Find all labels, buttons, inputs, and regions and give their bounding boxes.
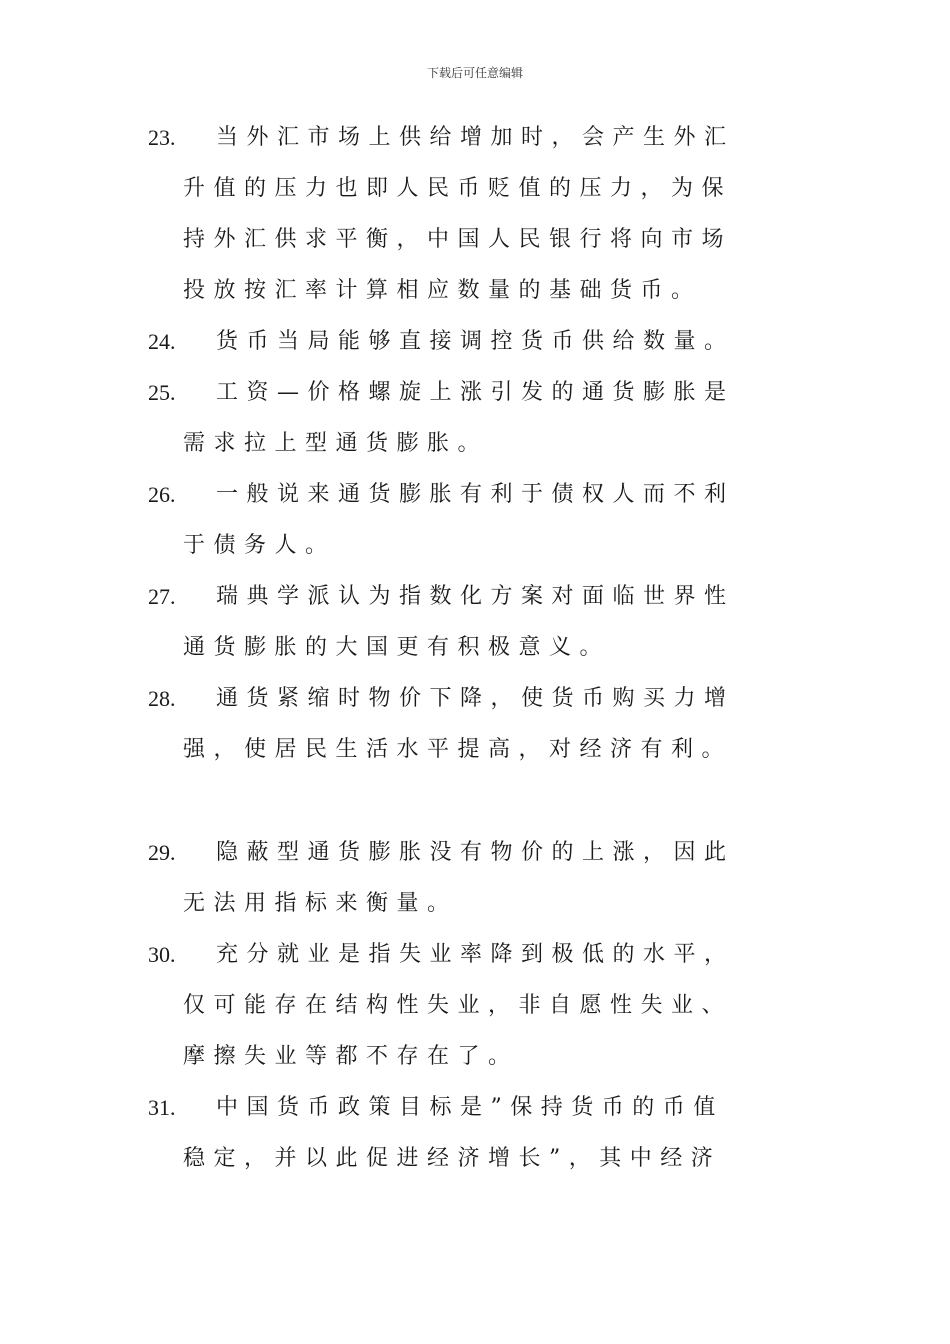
question-number: 27. <box>148 584 176 609</box>
question-item-26 <box>0 469 950 571</box>
question-line <box>0 673 950 724</box>
question-text: 通货膨胀的大国更有积极意义。 <box>183 635 611 660</box>
question-number: 26. <box>148 482 176 507</box>
question-item-23 <box>0 112 950 316</box>
question-line <box>0 163 950 214</box>
question-line <box>0 418 950 469</box>
question-line <box>0 724 950 775</box>
question-text: 当外汇市场上供给增加时，会产生外汇 <box>216 125 735 150</box>
question-list <box>0 112 950 1184</box>
question-text: 稳定，并以此促进经济增长”，其中经济 <box>183 1146 722 1171</box>
question-item-24 <box>0 316 950 367</box>
question-text: 工资—价格螺旋上涨引发的通货膨胀是 <box>216 380 735 405</box>
question-item-25 <box>0 367 950 469</box>
question-text: 货币当局能够直接调控货币供给数量。 <box>216 329 735 354</box>
page-header: 下载后可任意编辑 <box>426 66 523 80</box>
question-text: 一般说来通货膨胀有利于债权人而不利 <box>216 482 735 507</box>
question-text: 强，使居民生活水平提高，对经济有利。 <box>183 737 733 762</box>
question-text: 摩擦失业等都不存在了。 <box>183 1044 519 1069</box>
question-text: 于债务人。 <box>183 533 336 558</box>
question-item-27 <box>0 571 950 673</box>
question-line <box>0 827 950 878</box>
question-line <box>0 316 950 367</box>
question-number: 29. <box>148 840 176 865</box>
question-text: 投放按汇率计算相应数量的基础货币。 <box>183 278 702 303</box>
question-line <box>0 265 950 316</box>
question-line <box>0 469 950 520</box>
question-item-28 <box>0 673 950 775</box>
question-text: 持外汇供求平衡，中国人民银行将向市场 <box>183 227 733 252</box>
question-number: 31. <box>148 1095 176 1120</box>
question-line <box>0 367 950 418</box>
question-line <box>0 1133 950 1184</box>
question-item-31 <box>0 1082 950 1184</box>
question-line <box>0 929 950 980</box>
question-line <box>0 214 950 265</box>
question-text: 通货紧缩时物价下降，使货币购买力增 <box>216 686 735 711</box>
question-line <box>0 980 950 1031</box>
question-line <box>0 571 950 622</box>
question-item-29 <box>0 827 950 929</box>
question-line <box>0 112 950 163</box>
question-text: 仅可能存在结构性失业，非自愿性失业、 <box>183 993 733 1018</box>
question-text: 无法用指标来衡量。 <box>183 891 458 916</box>
question-number: 25. <box>148 380 176 405</box>
question-text: 隐蔽型通货膨胀没有物价的上涨，因此 <box>216 840 735 865</box>
question-text: 需求拉上型通货膨胀。 <box>183 431 489 456</box>
question-line <box>0 520 950 571</box>
question-number: 23. <box>148 125 176 150</box>
question-line <box>0 878 950 929</box>
question-number: 30. <box>148 942 176 967</box>
question-number: 24. <box>148 329 176 354</box>
question-text: 充分就业是指失业率降到极低的水平， <box>216 942 735 967</box>
question-line <box>0 622 950 673</box>
question-text: 升值的压力也即人民币贬值的压力，为保 <box>183 176 733 201</box>
question-text: 瑞典学派认为指数化方案对面临世界性 <box>216 584 735 609</box>
question-item-30 <box>0 929 950 1082</box>
question-text: 中国货币政策目标是”保持货币的币值 <box>216 1095 724 1120</box>
question-line <box>0 1031 950 1082</box>
question-number: 28. <box>148 686 176 711</box>
question-line <box>0 1082 950 1133</box>
blank-spacer <box>0 775 950 827</box>
